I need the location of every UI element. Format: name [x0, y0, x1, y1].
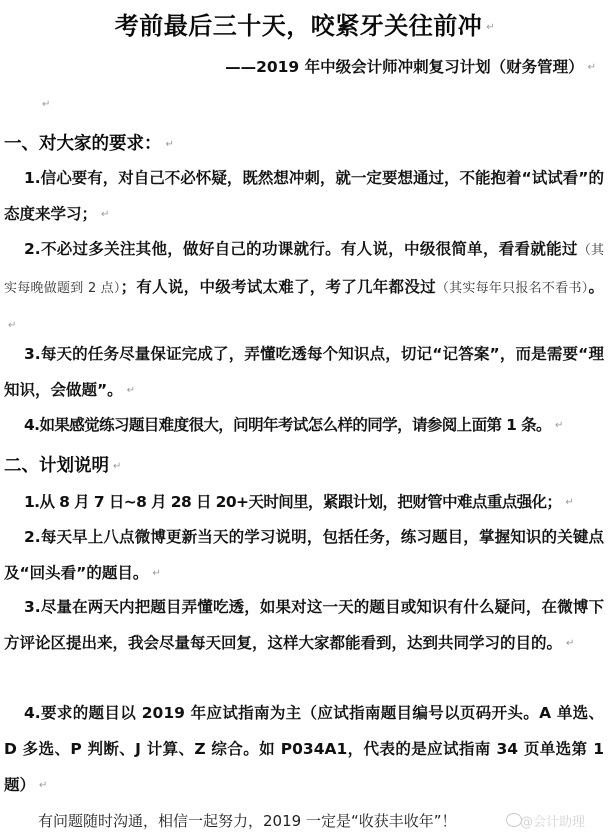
item-note: （其实每晚做题到 2 点） — [4, 243, 604, 296]
paragraph-mark-icon: ↵ — [165, 138, 174, 150]
item-text: 1.从 8 月 7 日~8 月 28 日 20+天时间里，紧跟计划，把财管中难点重点强化； — [24, 493, 562, 511]
paragraph-mark-icon: ↵ — [8, 319, 17, 331]
item-text: 2.每天早上八点微博更新当天的学习说明，包括任务，练习题目，掌握知识的关键点及“回头看”的题目。 — [4, 528, 604, 582]
requirement-item-3 — [4, 336, 604, 409]
closing-paragraph — [38, 810, 457, 831]
paragraph-mark-icon: ↵ — [39, 779, 48, 791]
item-text: 1.信心要有，对自己不必怀疑，既然想冲刺，就一定要想通过，不能抱着“试试看”的态度来学习； — [4, 169, 604, 223]
section-heading-requirements — [4, 130, 174, 155]
item-text: ；有人说，中级考试太难了，考了几年都没过 — [120, 278, 436, 296]
plan-item-3 — [4, 589, 604, 662]
paragraph-mark-icon: ↵ — [554, 419, 563, 431]
item-text: 2.不必过多关注其他，做好自己的功课就行。有人说，中级很简单，看看就能过 — [24, 240, 578, 258]
subtitle-text: ——2019 年中级会计师冲刺复习计划（财务管理） — [225, 58, 584, 76]
item-text: 。 — [588, 278, 604, 296]
paragraph-mark-icon: ↵ — [101, 208, 110, 220]
requirement-item-1 — [4, 160, 604, 233]
title-text: 考前最后三十天，咬紧牙关往前冲 — [114, 12, 483, 40]
item-text: 4.要求的题目以 2019 年应试指南为主（应试指南题目编号以页码开头。A 单选、D 多选、P 判断、J 计算、Z 综合。如 P034A1，代表的是应试指南 34 页单选第 1 题） — [4, 704, 604, 794]
heading-text: 二、计划说明 — [4, 456, 109, 476]
plan-item-2 — [4, 519, 604, 592]
plan-item-1 — [4, 484, 604, 521]
requirement-item-2 — [4, 231, 604, 344]
document-title — [0, 6, 610, 41]
watermark: @会计助理 — [520, 815, 586, 830]
closing-text: 有问题随时沟通，相信一起努力，2019 一定是“收获丰收年”！ — [38, 812, 457, 830]
empty-paragraph — [38, 94, 50, 113]
heading-text: 一、对大家的要求： — [4, 134, 162, 154]
plan-item-4 — [4, 695, 604, 804]
item-note: （其实每年只报名不看书） — [435, 281, 589, 296]
paragraph-mark-icon: ↵ — [126, 384, 136, 396]
paragraph-mark-icon: ↵ — [566, 637, 575, 649]
paragraph-mark-icon: ↵ — [42, 99, 51, 110]
document-subtitle — [225, 55, 596, 77]
item-text: 3.每天的任务尽量保证完成了，弄懂吃透每个知识点，切记“记答案”，而是需要“理知识，会做题”。 — [4, 345, 604, 399]
paragraph-mark-icon: ↵ — [587, 62, 596, 73]
requirement-item-4 — [4, 407, 604, 444]
paragraph-mark-icon: ↵ — [152, 567, 161, 579]
paragraph-mark-icon: ↵ — [565, 496, 574, 508]
section-heading-plan — [4, 452, 121, 477]
paragraph-mark-icon: ↵ — [113, 460, 122, 472]
item-text: 3.尽量在两天内把题目弄懂吃透，如果对这一天的题目或知识有什么疑问，在微博下方评论区提出来，我会尽量每天回复，这样大家都能看到，达到共同学习的目的。 — [4, 598, 604, 652]
paragraph-mark-icon: ↵ — [486, 21, 496, 33]
item-text: 4.如果感觉练习题目难度很大，问明年考试怎么样的同学，请参阅上面第 1 条。 — [24, 416, 551, 434]
